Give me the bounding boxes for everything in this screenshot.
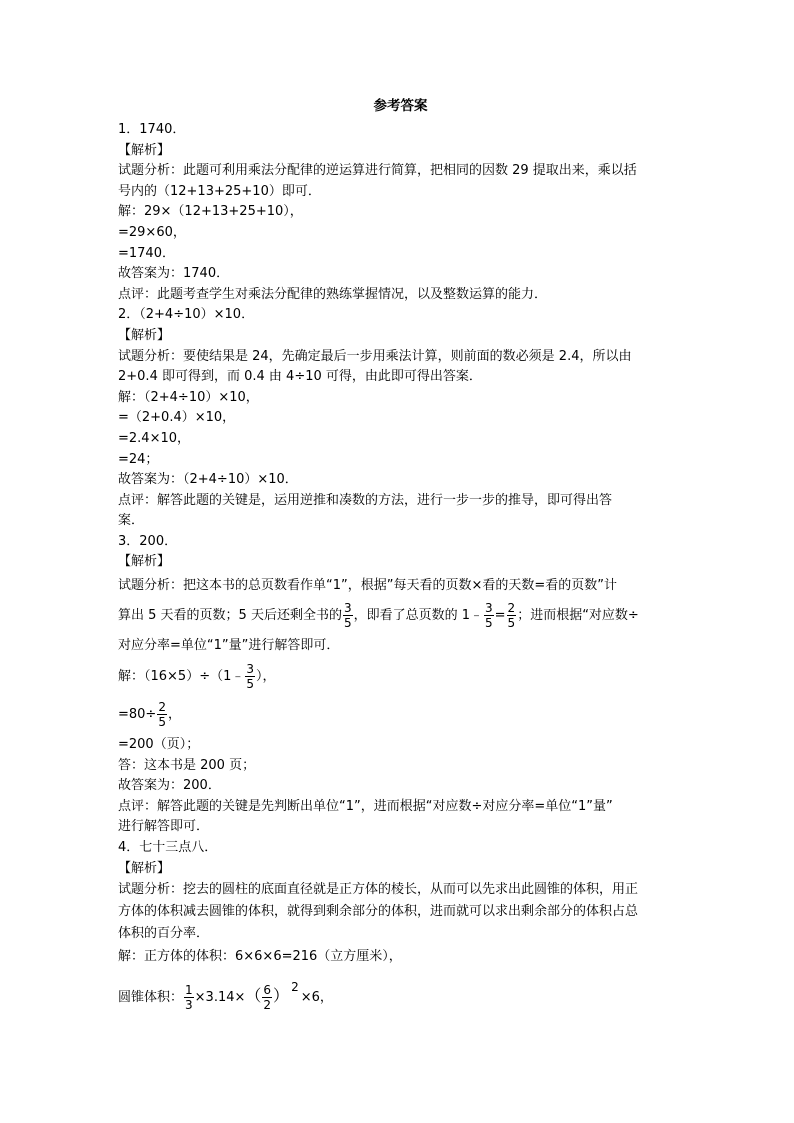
q3-final-answer: 故答案为：200． — [118, 778, 221, 794]
q1-jiexi-heading: 【解析】 — [118, 142, 171, 158]
open-paren: （ — [245, 986, 262, 1006]
q4-solution-line-1: 解：正方体的体积：6×6×6=216（立方厘米）， — [118, 949, 402, 965]
q4-jiexi-heading: 【解析】 — [118, 860, 171, 876]
q2-solution-line-2: =（2+0.4）×10， — [118, 410, 236, 426]
q4-solution-text-a: 圆锥体积： — [118, 990, 184, 1006]
q3-analysis-text-d: ；进而根据“对应数÷ — [517, 608, 639, 624]
q3-comment-line-1: 点评：解答此题的关键是先判断出单位“1”，进而根据“对应数÷对应分率=单位“1”量” — [118, 798, 613, 814]
fraction-three-fifths: $\frac{3}{5}$ — [343, 601, 352, 631]
document-page — [118, 96, 683, 1013]
q3-analysis-line-2 — [118, 599, 683, 633]
q3-answer: 3．200． — [118, 533, 178, 549]
q3-solution-text-c: =80÷ — [118, 707, 157, 723]
q3-solution-line-1 — [118, 659, 683, 697]
q1-analysis-line-1: 试题分析：此题可利用乘法分配律的逆运算进行简算，把相同的因数 29 提取出来，乘以括 — [118, 163, 637, 179]
fraction-two-fifths: $\frac{2}{5}$ — [507, 601, 516, 631]
q2-answer: 2．（2+4÷10）×10． — [118, 307, 255, 323]
q4-analysis-line-2: 方体的体积减去圆锥的体积，就得到剩余部分的体积，进而就可以求出剩余部分的体积占总 — [118, 904, 639, 920]
q2-jiexi-heading: 【解析】 — [118, 327, 171, 343]
fraction-three-fifths: $\frac{3}{5}$ — [485, 601, 493, 631]
fraction-three-fifths: $\frac{3}{5}$ — [246, 662, 255, 692]
q3-solution-line-2 — [118, 697, 683, 735]
q3-analysis-line-3: 对应分率=单位“1”量”进行解答即可． — [118, 638, 340, 654]
q3-solution-text-d: ， — [167, 707, 181, 723]
q1-solution-line-3: =1740． — [118, 245, 175, 261]
q4-analysis-line-1: 试题分析：挖去的圆柱的底面直径就是正方体的棱长，从而可以先求出此圆锥的体积，用正 — [118, 882, 639, 898]
q2-analysis-line-2: 2+0.4 即可得到，而 0.4 由 4÷10 可得，由此即可得出答案． — [118, 369, 482, 385]
q4-answer: 4．七十三点八． — [118, 840, 218, 856]
q3-analysis-text-b: ，即看了总页数的 1﹣ — [353, 608, 483, 624]
exponent-two: 2 — [291, 980, 299, 995]
close-paren: ） — [273, 986, 290, 1006]
q3-analysis-line-1: 试题分析：把这本书的总页数看作单“1”，根据”每天看的页数×看的天数=看的页数”计 — [118, 578, 617, 594]
fraction-six-halves: $\frac{6}{2}$ — [263, 983, 272, 1013]
q3-comment-line-2: 进行解答即可． — [118, 819, 210, 835]
q3-solution-text-a: 解：（16×5）÷（1﹣ — [118, 669, 245, 685]
q2-solution-line-1: 解：（2+4÷10）×10， — [118, 389, 259, 405]
q4-solution-line-2 — [118, 969, 683, 1013]
q1-solution-line-2: =29×60， — [118, 224, 186, 240]
q1-final-answer: 故答案为：1740． — [118, 266, 230, 282]
q1-analysis-line-2: 号内的（12+13+25+10）即可． — [118, 183, 321, 199]
fraction-two-fifths: $\frac{2}{5}$ — [158, 700, 166, 730]
q4-solution-text-b: ×3.14× — [194, 990, 246, 1006]
q3-solution-text-b: ）， — [256, 669, 276, 685]
page-title: 参考答案 — [373, 98, 428, 114]
q2-solution-line-4: =24； — [118, 451, 159, 467]
q2-final-answer: 故答案为：（2+4÷10）×10． — [118, 472, 298, 488]
q2-comment-line-1: 点评：解答此题的关键是，运用逆推和凑数的方法，进行一步一步的推导，即可得出答 — [118, 492, 613, 508]
fraction-one-third: $\frac{1}{3}$ — [185, 983, 193, 1013]
q3-jiexi-heading: 【解析】 — [118, 554, 171, 570]
q1-answer: 1．1740． — [118, 122, 186, 137]
q2-comment-line-2: 案． — [118, 513, 145, 529]
q1-solution-line-1: 解：29×（12+13+25+10）， — [118, 204, 303, 220]
q4-analysis-line-3: 体积的百分率． — [118, 926, 210, 942]
q2-solution-line-3: =2.4×10， — [118, 430, 191, 446]
q4-solution-text-c: ×6， — [300, 990, 333, 1006]
q1-comment: 点评：此题考查学生对乘法分配律的熟练掌握情况，以及整数运算的能力． — [118, 286, 548, 302]
q3-solution-line-4: 答：这本书是 200 页； — [118, 757, 256, 773]
q3-analysis-text-a: 算出 5 天看的页数；5 天后还剩全书的 — [118, 608, 342, 624]
q2-analysis-line-1: 试题分析：要使结果是 24，先确定最后一步用乘法计算，则前面的数必须是 2.4，所以由 — [118, 348, 632, 364]
q3-analysis-text-c: = — [494, 608, 506, 624]
q3-solution-line-3: =200（页）； — [118, 737, 200, 753]
